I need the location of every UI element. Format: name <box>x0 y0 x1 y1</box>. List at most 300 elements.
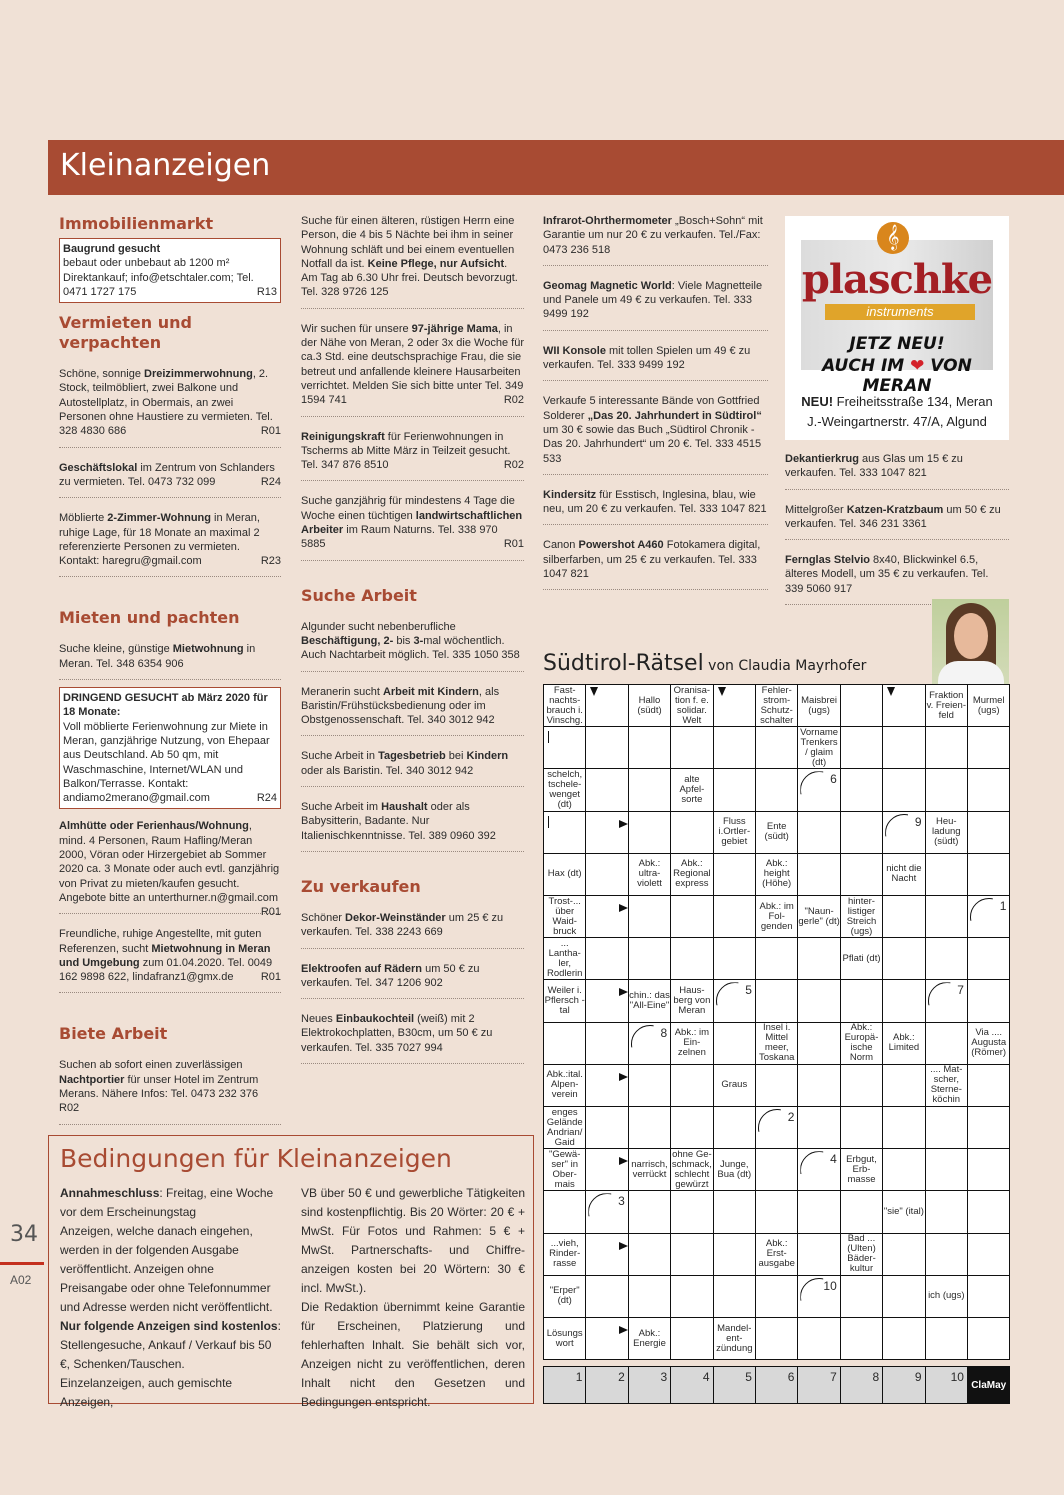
clue-text: Fehler-strom-Schutz-schalter <box>760 684 794 726</box>
ad-text: Fotokamera digital, silberfarben, um 25 € zu verkaufen. Tel. 333 1047 821 <box>543 539 761 581</box>
answer-cell[interactable] <box>797 1190 840 1233</box>
heading-suche-arbeit: Suche Arbeit <box>301 585 417 605</box>
answer-cell[interactable] <box>628 1106 671 1149</box>
clue-text: Via .... Augusta (Römer) <box>971 1027 1007 1059</box>
clue-text: schelch, tschele-wenget (dt) <box>547 768 583 810</box>
solution-number: 5 <box>745 983 752 998</box>
arrow-right-icon <box>619 1326 628 1334</box>
solution-number: 3 <box>618 1194 625 1209</box>
clue-text: Abk.:ital. Alpen-verein <box>546 1069 583 1101</box>
arrow-down-icon <box>718 687 726 696</box>
solution-number: 5 <box>745 1370 752 1385</box>
answer-cell[interactable] <box>967 853 1010 896</box>
answer-cell[interactable] <box>713 1233 756 1276</box>
ad-text: um 25 € zu verkaufen. Tel. 338 2243 669 <box>301 911 504 939</box>
solution-cell[interactable] <box>925 1366 968 1404</box>
answer-cell[interactable] <box>585 1190 628 1233</box>
answer-cell[interactable] <box>797 937 840 980</box>
answer-cell[interactable] <box>628 768 671 811</box>
clue-cell <box>628 979 671 1022</box>
plaschke-line1: JETZ NEU! <box>849 334 945 354</box>
answer-cell[interactable] <box>585 1022 628 1065</box>
answer-cell[interactable] <box>628 726 671 769</box>
ad-text: Wir suchen für unsere <box>301 322 412 335</box>
solution-cell[interactable] <box>670 1366 713 1404</box>
answer-cell[interactable] <box>713 1190 756 1233</box>
ad-bold: Fernglas Stelvio <box>785 554 870 567</box>
answer-cell[interactable] <box>925 937 968 980</box>
answer-cell[interactable] <box>628 1064 671 1107</box>
clue-cell <box>713 1064 756 1107</box>
clue-cell <box>797 895 840 938</box>
cond-text: Einzelanzeigen, auch gemischte Anzeigen, <box>60 1376 233 1409</box>
clue-text: Insel i. Mittel meer, Toskana <box>759 1022 795 1064</box>
clue-text: Heu-ladung (südt) <box>932 816 961 848</box>
answer-cell[interactable] <box>797 1106 840 1149</box>
clue-text: Oranisa-tion f. e. solidar. Welt <box>673 684 711 726</box>
clue-cell <box>840 1233 883 1276</box>
clue-cell <box>882 1022 925 1065</box>
solution-number: 10 <box>823 1278 837 1293</box>
answer-cell[interactable] <box>670 937 713 980</box>
answer-cell[interactable] <box>840 811 883 854</box>
answer-cell[interactable] <box>585 937 628 980</box>
answer-cell[interactable] <box>755 1317 798 1360</box>
solution-cell[interactable] <box>628 1366 671 1404</box>
page-number: 34 <box>10 1222 38 1247</box>
answer-cell[interactable] <box>925 895 968 938</box>
answer-cell[interactable] <box>585 684 628 727</box>
answer-cell[interactable] <box>882 684 925 727</box>
answer-cell[interactable] <box>925 1233 968 1276</box>
clue-text: enges Gelände Andrian/ Gaid <box>546 1106 583 1148</box>
arrow-corner-icon <box>548 731 559 743</box>
answer-cell[interactable] <box>713 684 756 727</box>
clue-cell <box>670 979 713 1022</box>
answer-cell[interactable] <box>797 768 840 811</box>
clue-cell <box>670 768 713 811</box>
ad-text: für unser Hotel im Zentrum Merans. Nähere Infos: Tel. 0473 232 376 <box>59 1073 259 1100</box>
answer-cell[interactable] <box>670 1317 713 1360</box>
answer-cell[interactable] <box>670 895 713 938</box>
answer-cell[interactable] <box>967 979 1010 1022</box>
answer-cell[interactable] <box>797 853 840 896</box>
raetsel-title <box>543 651 866 676</box>
answer-cell[interactable] <box>670 1064 713 1107</box>
answer-cell[interactable] <box>967 1317 1010 1360</box>
clue-text: Abk.: im Fol-genden <box>759 900 794 932</box>
answer-cell[interactable] <box>840 1064 883 1107</box>
clue-text: Graus <box>721 1079 748 1091</box>
clue-cell <box>543 1317 586 1360</box>
answer-cell[interactable] <box>585 1064 628 1107</box>
answer-cell[interactable] <box>585 1275 628 1318</box>
cond-text: Die Redaktion übernimmt keine Garantie für Erscheinen, Platzierung und fehlerhaften Inhalt. Sie behält sich vor, Anzeigen nicht zu veröffentlichen, deren Inhalt nicht den Gesetzen und Bedingungen entspricht. <box>301 1300 525 1409</box>
ad-text: für Esstisch, Inglesina, blau, wie neu, um 20 € zu verkaufen. Tel. 333 1047 821 <box>543 488 767 516</box>
answer-cell[interactable] <box>755 1064 798 1107</box>
answer-cell[interactable] <box>797 1317 840 1360</box>
mieten-ad <box>59 819 281 919</box>
solution-cell[interactable] <box>585 1366 628 1404</box>
arrow-right-icon <box>619 904 628 912</box>
answer-cell[interactable] <box>585 1317 628 1360</box>
clue-cell <box>755 1233 798 1276</box>
clue-cell <box>543 937 586 980</box>
ad-bold: Dekantierkrug <box>785 453 859 465</box>
answer-cell[interactable] <box>882 937 925 980</box>
clue-cell <box>925 1064 968 1107</box>
answer-cell[interactable] <box>628 1233 671 1276</box>
answer-cell[interactable] <box>713 768 756 811</box>
arrow-right-icon <box>619 1242 628 1250</box>
ad-bold: Keine Pflege, nur Aufsicht <box>367 257 505 270</box>
clue-cell <box>840 895 883 938</box>
answer-cell[interactable] <box>967 1275 1010 1318</box>
answer-cell[interactable] <box>670 1275 713 1318</box>
ad-text: zum 01.04.2020. Tel. 0049 162 9898 622, lindafranz1@gmx.de <box>59 956 273 984</box>
answer-cell[interactable] <box>840 1190 883 1233</box>
answer-cell[interactable] <box>585 768 628 811</box>
ad-code: R01 <box>260 971 281 984</box>
answer-cell[interactable] <box>585 726 628 769</box>
clue-text: "Naun-gerle" (dt) <box>798 905 840 927</box>
answer-cell[interactable] <box>628 1190 671 1233</box>
answer-cell[interactable] <box>882 1275 925 1318</box>
plaschke-line2 <box>785 356 1009 396</box>
answer-cell[interactable] <box>925 1148 968 1191</box>
answer-cell[interactable] <box>882 811 925 854</box>
clue-cell <box>628 684 671 727</box>
clue-cell <box>543 1148 586 1191</box>
column-1 <box>59 214 281 1138</box>
answer-cell[interactable] <box>670 1190 713 1233</box>
col4-ad <box>785 452 1009 490</box>
clue-text: Fraktion v. Freien-feld <box>926 689 966 721</box>
answer-cell[interactable] <box>628 895 671 938</box>
answer-cell[interactable] <box>797 1022 840 1065</box>
answer-cell[interactable] <box>840 684 883 727</box>
arrow-down-icon <box>887 687 895 696</box>
ad-code: R01 <box>503 538 524 551</box>
col3-ad <box>543 214 768 266</box>
answer-cell[interactable] <box>967 1106 1010 1149</box>
ad-text: . Am Tag ab 6.30 Uhr frei. Deutsch bevorzugt. Tel. 328 9726 125 <box>301 257 518 299</box>
clue-cell <box>755 853 798 896</box>
ad-text: Schöner <box>301 911 346 924</box>
answer-cell[interactable] <box>797 1275 840 1318</box>
clue-text: .... Mat-scher, Sterne-köchin <box>930 1064 963 1106</box>
answer-cell[interactable] <box>713 937 756 980</box>
clue-cell <box>713 1148 756 1191</box>
answer-cell[interactable] <box>797 811 840 854</box>
clue-cell <box>967 684 1010 727</box>
clue-text: Haus-berg von Meran <box>673 984 711 1016</box>
ad-bold: Almhütte oder Ferienhaus/Wohnung <box>59 820 249 833</box>
clue-text: Mandel-ent-zündung <box>716 1322 753 1354</box>
solution-cell[interactable] <box>755 1366 798 1404</box>
answer-cell[interactable] <box>882 1106 925 1149</box>
clue-cell <box>628 1148 671 1191</box>
heading-zu-verkaufen: Zu verkaufen <box>301 876 421 896</box>
ad-text: Verkaufe 5 interessante Bände von Gottfried Solderer <box>543 395 760 422</box>
answer-cell[interactable] <box>755 1148 798 1191</box>
ad-text: Suchen ab sofort einen zuverlässigen <box>59 1059 243 1072</box>
answer-cell[interactable] <box>713 853 756 896</box>
answer-cell[interactable] <box>882 726 925 769</box>
ad-bold: Kindern <box>466 750 509 763</box>
answer-cell[interactable] <box>713 1275 756 1318</box>
ad-text: Neues <box>301 1013 336 1026</box>
solution-number: 4 <box>830 1152 837 1167</box>
solution-number: 9 <box>914 1370 922 1385</box>
clue-text: Pflati (dt) <box>842 952 881 964</box>
arrow-right-icon <box>619 1073 628 1081</box>
answer-cell[interactable] <box>628 811 671 854</box>
answer-cell[interactable] <box>840 1106 883 1149</box>
answer-cell[interactable] <box>713 895 756 938</box>
ad-text: Suche Arbeit in <box>301 750 379 763</box>
answer-cell[interactable] <box>967 811 1010 854</box>
arrow-right-icon <box>619 1157 628 1165</box>
clue-text: Fluss i.Ortler-gebiet <box>718 816 751 848</box>
answer-cell[interactable] <box>882 1148 925 1191</box>
ad-code: R02 <box>503 459 524 472</box>
vermieten-ad <box>59 367 281 447</box>
clue-text: Maisbrei (ugs) <box>801 694 838 716</box>
answer-cell[interactable] <box>925 853 968 896</box>
column-4 <box>785 452 1009 618</box>
ad-code: R01 <box>260 906 281 919</box>
answer-cell[interactable] <box>670 1233 713 1276</box>
clue-text: Vorname Trenkers / glaim (dt) <box>800 726 839 768</box>
clue-cell <box>840 1148 883 1191</box>
answer-cell[interactable] <box>628 1275 671 1318</box>
answer-cell[interactable] <box>585 979 628 1022</box>
column-2 <box>301 214 524 1077</box>
vermieten-ad <box>59 511 281 577</box>
answer-cell[interactable] <box>585 1148 628 1191</box>
arrow-right-icon <box>619 820 628 828</box>
answer-cell[interactable] <box>840 1275 883 1318</box>
answer-cell[interactable] <box>840 768 883 811</box>
answer-cell[interactable] <box>755 937 798 980</box>
ad-text: um 50 € zu verkaufen. Tel. 346 231 3361 <box>785 503 1001 530</box>
ad-text: Canon <box>543 539 579 552</box>
ad-box-text: Voll möblierte Ferienwohnung zur Miete in Meran, ganzjährige Nutzung, von Ehepaar aus Deutschland. Ab 50 qm, mit Waschmaschine, Internet/WLAN und Balkon/Terrasse. Kontakt: andiamo2merano@gmail.com <box>63 720 270 805</box>
answer-cell[interactable] <box>840 726 883 769</box>
ad-bold: WII Konsole <box>543 344 606 357</box>
answer-cell[interactable] <box>713 1022 756 1065</box>
solution-cell[interactable] <box>713 1366 756 1404</box>
arrow-right-icon <box>619 988 628 996</box>
col3-ad <box>543 394 768 474</box>
clue-text: nicht die Nacht <box>886 863 922 885</box>
ad-text: , mind. 4 Personen, Raum Hafling/Meran 2000, Vöran oder Hirzergebiet ab Sommer 2020 ca. 3 Monate oder auch evtl. ganzjährig von Privat zu mieten/kaufen gesucht. Angebote bitte an unterthurner.n@gmail.com <box>59 820 280 904</box>
plaschke-address <box>785 392 1009 432</box>
suche-ad <box>301 749 524 787</box>
photo-face <box>954 613 988 659</box>
ad-text: mal wöchentlich. Auch Nachtarbeit möglich. Tel. 335 1050 358 <box>301 634 520 662</box>
clue-cell <box>755 684 798 727</box>
conditions-col2 <box>301 1184 525 1412</box>
answer-cell[interactable] <box>585 1106 628 1149</box>
ad-text: oder als Baristin. Tel. 340 3012 942 <box>301 764 474 777</box>
ad-box-title: Baugrund gesucht <box>63 243 161 255</box>
clue-cell <box>797 726 840 769</box>
clue-text: hinter-listiger Streich (ugs) <box>846 895 877 937</box>
ad-bold: Tagesbetrieb <box>378 750 446 763</box>
answer-cell[interactable] <box>967 1190 1010 1233</box>
mieten-ad <box>59 927 281 993</box>
answer-cell[interactable] <box>755 768 798 811</box>
answer-cell[interactable] <box>797 979 840 1022</box>
ad-text: für Ferienwohnungen in Tscherms ab Mitte März in Teilzeit gesucht. Tel. 347 876 8510 <box>301 430 511 472</box>
answer-cell[interactable] <box>543 1190 586 1233</box>
ad-bold: Kindersitz <box>543 488 597 501</box>
ad-code: R13 <box>256 285 277 298</box>
answer-cell[interactable] <box>585 853 628 896</box>
clue-text: Lösungs wort <box>546 1327 583 1349</box>
clue-cell <box>840 1022 883 1065</box>
answer-cell[interactable] <box>670 1106 713 1149</box>
answer-cell[interactable] <box>543 1022 586 1065</box>
page-code: A02 <box>10 1273 32 1287</box>
col2-ad <box>301 214 524 309</box>
answer-cell[interactable] <box>713 979 756 1022</box>
answer-cell[interactable] <box>840 979 883 1022</box>
answer-cell[interactable] <box>755 1275 798 1318</box>
clue-cell <box>628 853 671 896</box>
answer-cell[interactable] <box>882 768 925 811</box>
answer-cell[interactable] <box>925 1317 968 1360</box>
clue-cell <box>543 1106 586 1149</box>
clue-text: Abk.: Limited <box>888 1032 920 1054</box>
raetsel-author: von Claudia Mayrhofer <box>703 658 867 674</box>
clue-cell <box>543 1064 586 1107</box>
answer-cell[interactable] <box>882 1317 925 1360</box>
ad-bold: Dekor-Weinständer <box>345 911 446 924</box>
answer-cell[interactable] <box>967 726 1010 769</box>
solution-cell[interactable] <box>543 1366 586 1404</box>
ad-text: Meranerin sucht <box>301 685 383 698</box>
ad-box-baugrund <box>59 238 281 303</box>
ad-nachtportier <box>59 1058 281 1124</box>
answer-cell[interactable] <box>925 768 968 811</box>
answer-cell[interactable] <box>755 1190 798 1233</box>
ad-text: um 30 € sowie das Buch „Südtirol Chronik - Das 20. Jahrhundert“ um 20 €. Tel. 333 4515 533 <box>543 423 762 465</box>
answer-cell[interactable] <box>882 1064 925 1107</box>
clue-text: Fast-nachts-brauch i. Vinschg. <box>546 684 583 726</box>
ad-code: R02 <box>59 1102 80 1115</box>
ad-bold: Einbaukochteil <box>335 1013 415 1026</box>
solution-cell[interactable] <box>882 1366 925 1404</box>
answer-cell[interactable] <box>755 979 798 1022</box>
answer-cell[interactable] <box>967 1148 1010 1191</box>
answer-cell[interactable] <box>967 768 1010 811</box>
solution-number: 6 <box>830 772 837 787</box>
conditions-title: Bedingungen für Kleinanzeigen <box>60 1144 452 1173</box>
ad-text: mit tollen Spielen um 49 € zu verkaufen. Tel. 333 9499 192 <box>543 344 751 372</box>
answer-cell[interactable] <box>882 979 925 1022</box>
answer-cell[interactable] <box>670 811 713 854</box>
answer-cell[interactable] <box>543 811 586 854</box>
ad-text: Suche Arbeit im <box>301 801 382 814</box>
answer-cell[interactable] <box>755 726 798 769</box>
answer-cell[interactable] <box>797 1064 840 1107</box>
heading-immobilien: Immobilienmarkt <box>59 214 214 233</box>
solution-number: 3 <box>660 1370 668 1385</box>
solution-cell[interactable] <box>840 1366 883 1404</box>
answer-cell[interactable] <box>925 1106 968 1149</box>
ad-bold: Arbeit mit Kindern <box>382 685 479 698</box>
answer-cell[interactable] <box>882 1233 925 1276</box>
answer-cell[interactable] <box>967 1064 1010 1107</box>
ad-text: Suche ganzjährig für mindestens 4 Tage die Woche einen tüchtigen <box>301 495 515 522</box>
solution-number: 1 <box>575 1370 583 1385</box>
answer-cell[interactable] <box>543 726 586 769</box>
ad-bold: Dreizimmerwohnung <box>144 368 253 381</box>
clue-text: Hallo (südt) <box>637 694 662 716</box>
cond-text: : Freitag, eine Woche vor dem Erscheinungstag <box>60 1186 274 1219</box>
answer-cell[interactable] <box>628 1022 671 1065</box>
answer-cell[interactable] <box>967 895 1010 938</box>
cond-text: Anzeigen, welche danach eingehen, werden in der folgenden Ausgabe veröffentlicht. Anzeigen ohne Preisangabe oder ohne Telefonnummer und Adresse werden nicht veröffentlicht. <box>60 1224 273 1314</box>
answer-cell[interactable] <box>925 726 968 769</box>
arrow-down-icon <box>590 687 598 696</box>
solution-number: 7 <box>830 1370 837 1385</box>
clue-cell <box>670 1148 713 1191</box>
answer-cell[interactable] <box>967 1233 1010 1276</box>
ad-text: Freundliche, ruhige Angestellte, mit guten Referenzen, sucht <box>59 928 262 955</box>
col3-ad <box>543 279 768 331</box>
answer-cell[interactable] <box>713 1106 756 1149</box>
ad-text: bis <box>393 634 414 647</box>
clue-cell <box>797 684 840 727</box>
answer-cell[interactable] <box>585 895 628 938</box>
answer-cell[interactable] <box>585 1233 628 1276</box>
answer-cell[interactable] <box>840 853 883 896</box>
mieten-ads <box>59 819 281 993</box>
answer-cell[interactable] <box>670 726 713 769</box>
answer-cell[interactable] <box>628 937 671 980</box>
answer-cell[interactable] <box>925 979 968 1022</box>
answer-cell[interactable] <box>713 726 756 769</box>
page-title: Kleinanzeigen <box>60 148 271 183</box>
clue-cell <box>713 811 756 854</box>
ad-box-title: DRINGEND GESUCHT ab März 2020 für 18 Monate: <box>63 692 268 719</box>
solution-cell[interactable] <box>797 1366 840 1404</box>
clue-cell <box>713 1317 756 1360</box>
answer-cell[interactable] <box>925 1022 968 1065</box>
answer-cell[interactable] <box>797 1148 840 1191</box>
solution-number: 9 <box>914 814 922 829</box>
cond-text: : Stellengesuche, Ankauf / Verkauf bis 50 €, Schenken/Tauschen. <box>60 1319 281 1371</box>
answer-cell[interactable] <box>755 1106 798 1149</box>
ad-text: Suche für einen älteren, rüstigen Herrn eine Person, die 4 bis 5 Nächte bei ihm in seiner Wohnung schläft und bei einem eventuellen Notfall da ist. <box>301 215 515 270</box>
answer-cell[interactable] <box>840 1317 883 1360</box>
answer-cell[interactable] <box>925 1190 968 1233</box>
clue-text: chin.: das "All-Eine" <box>629 989 670 1011</box>
clue-cell <box>670 853 713 896</box>
answer-cell[interactable] <box>882 895 925 938</box>
answer-cell[interactable] <box>967 937 1010 980</box>
solution-number: 10 <box>950 1370 964 1385</box>
clue-text: Bad ... (Ulten) Bäder-kultur <box>847 1233 876 1275</box>
answer-cell[interactable] <box>585 811 628 854</box>
solution-number: 6 <box>787 1370 795 1385</box>
answer-cell[interactable] <box>797 1233 840 1276</box>
col2-top-ads <box>301 214 524 561</box>
